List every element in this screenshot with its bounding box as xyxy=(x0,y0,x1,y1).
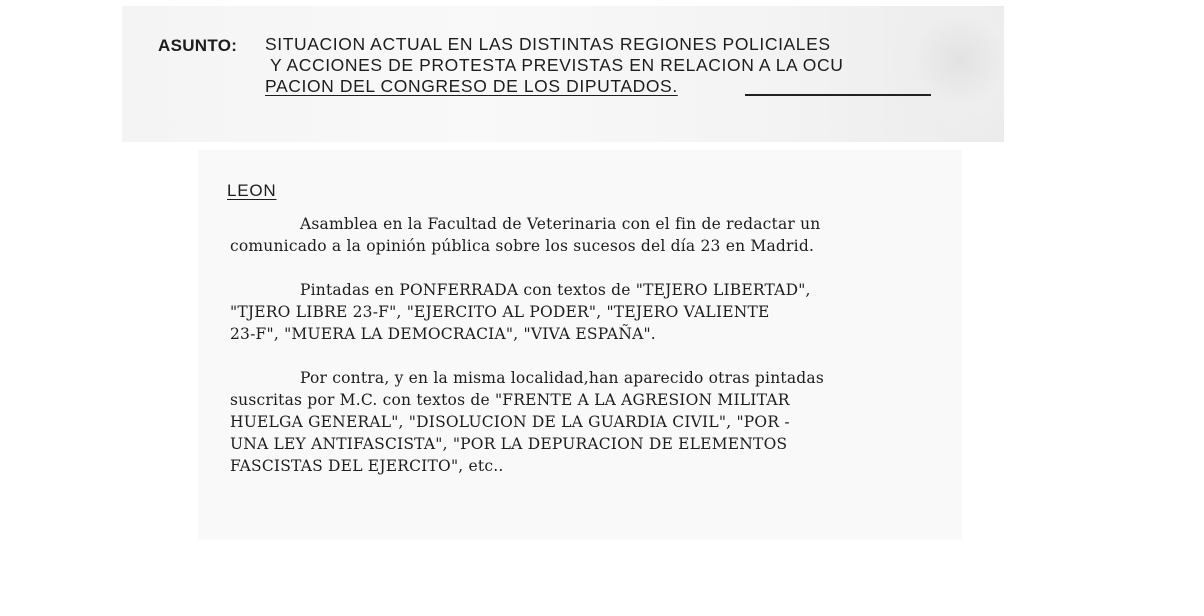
paragraph-line: Pintadas en PONFERRADA con textos de "TEJERO LIBERTAD", xyxy=(300,281,811,299)
paragraph-line: Por contra, y en la misma localidad,han aparecido otras pintadas xyxy=(300,369,824,387)
paragraph-line: comunicado a la opinión pública sobre los sucesos del día 23 en Madrid. xyxy=(230,237,815,255)
paragraph-line: UNA LEY ANTIFASCISTA", "POR LA DEPURACION DE ELEMENTOS xyxy=(230,435,788,453)
paragraph-line: Asamblea en la Facultad de Veterinaria con el fin de redactar un xyxy=(300,215,821,233)
subject-text xyxy=(265,34,945,97)
paragraph-line: HUELGA GENERAL", "DISOLUCION DE LA GUARDIA CIVIL", "POR - xyxy=(230,413,790,431)
subject-line: SITUACION ACTUAL EN LAS DISTINTAS REGIONES POLICIALES xyxy=(265,34,831,54)
paragraph xyxy=(230,213,940,257)
paragraph-line: "TJERO LIBRE 23-F", "EJERCITO AL PODER", "TEJERO VALIENTE xyxy=(230,303,770,321)
paragraph-line: 23-F", "MUERA LA DEMOCRACIA", "VIVA ESPAÑA". xyxy=(230,325,656,343)
paragraph xyxy=(230,367,940,477)
paragraph-line: FASCISTAS DEL EJERCITO", etc.. xyxy=(230,457,504,475)
subject-underline-rule xyxy=(745,94,931,96)
body-band xyxy=(198,150,962,540)
subject-line: Y ACCIONES DE PROTESTA PREVISTAS EN RELACION A LA OCU xyxy=(270,55,844,75)
asunto-label: ASUNTO: xyxy=(158,36,238,55)
section-title: LEON xyxy=(227,181,277,200)
paragraph-line: suscritas por M.C. con textos de "FRENTE A LA AGRESION MILITAR xyxy=(230,391,790,409)
subject-line: PACION DEL CONGRESO DE LOS DIPUTADOS. xyxy=(265,76,678,96)
paragraph xyxy=(230,279,940,345)
